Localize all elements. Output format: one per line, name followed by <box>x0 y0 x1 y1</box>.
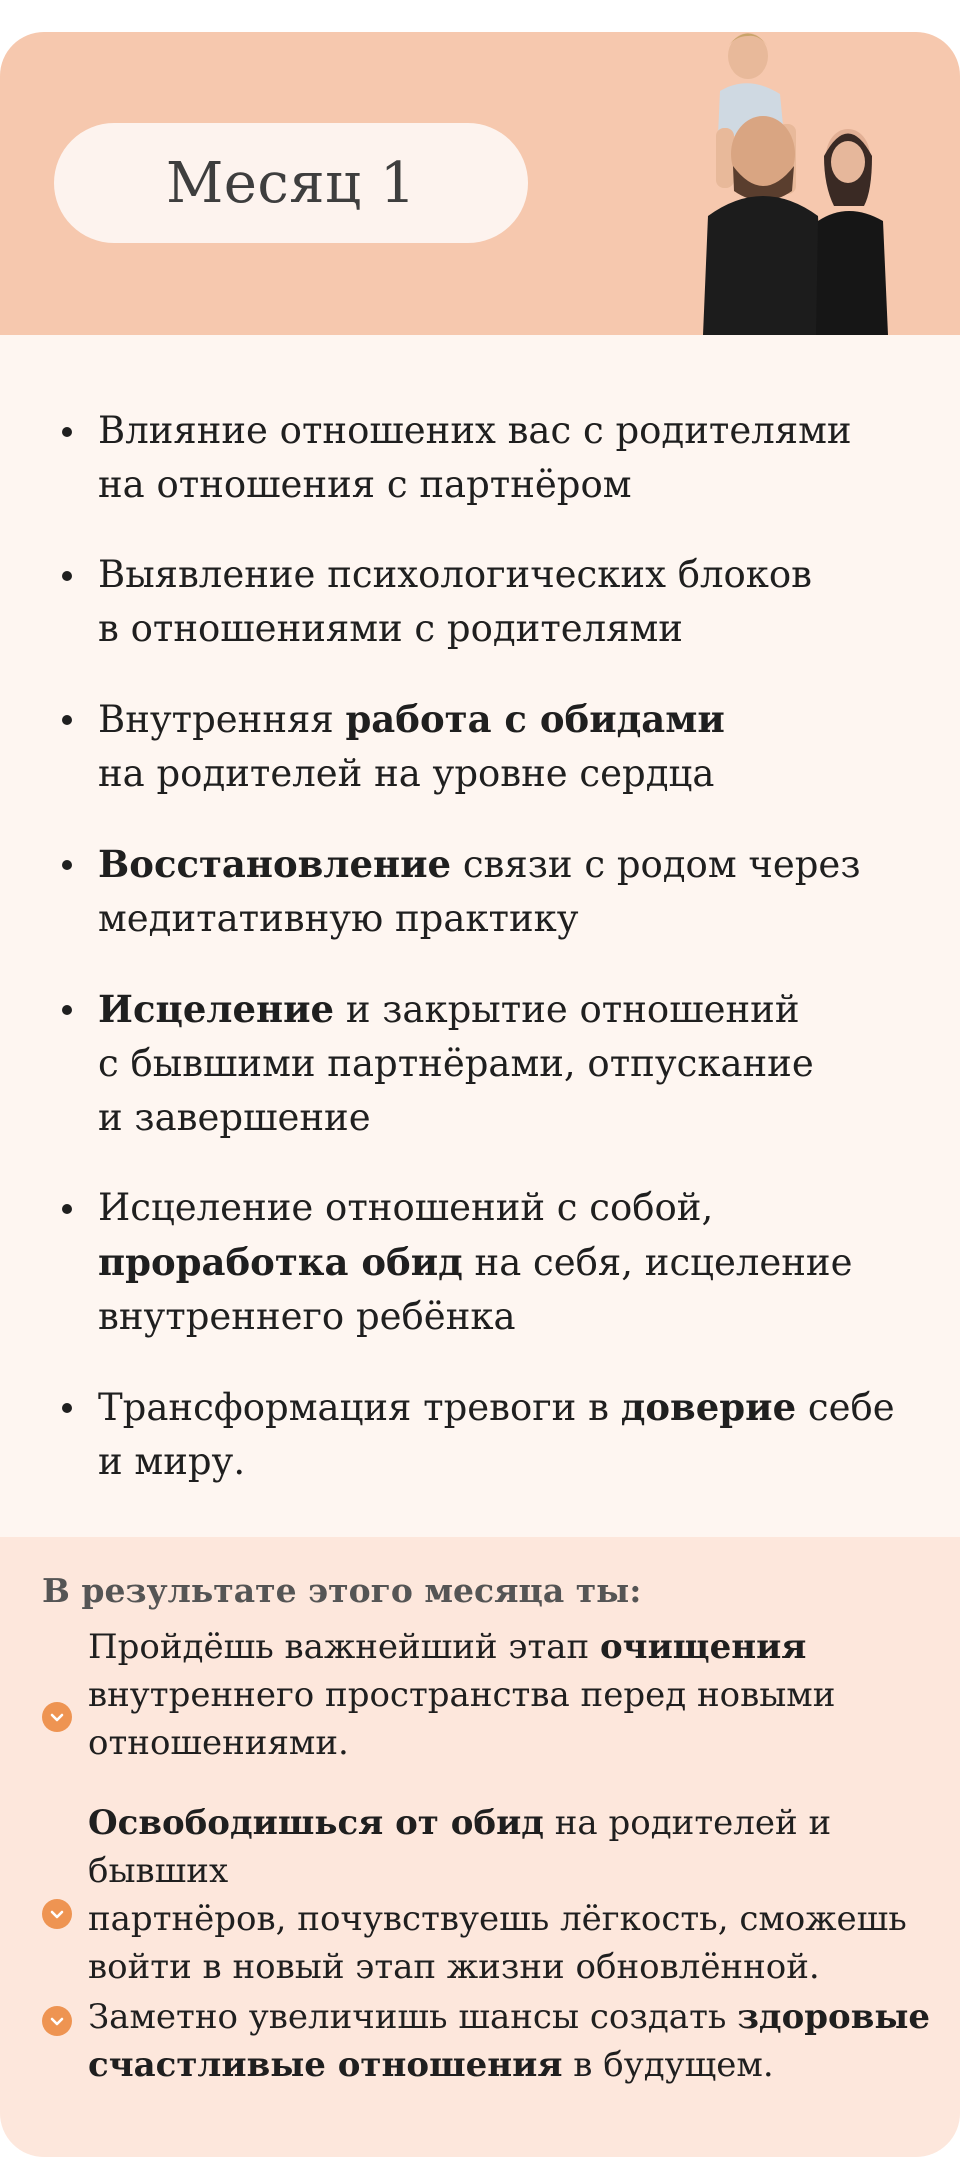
topic-item <box>58 1380 918 1489</box>
emphasis-text: счастливые отношения <box>88 2045 563 2085</box>
topic-item <box>58 982 918 1145</box>
text-segment: на себя, исцеление <box>462 1241 853 1284</box>
chevron-down-circle-icon <box>42 1899 72 1929</box>
result-item <box>42 1799 942 1991</box>
result-section <box>0 1537 960 2157</box>
text-segment: внутреннего ребёнка <box>98 1295 516 1338</box>
text-segment: Внутренняя <box>98 698 346 741</box>
text-segment: отношениями. <box>88 1723 349 1763</box>
text-segment: Выявление психологических блоков <box>98 553 812 596</box>
text-segment: Трансформация тревоги в <box>98 1386 621 1429</box>
text-segment: и завершение <box>98 1096 371 1139</box>
text-segment: медитативную практику <box>98 897 579 940</box>
month-title: Месяц 1 <box>165 150 417 216</box>
topic-item <box>58 548 918 656</box>
text-segment: связи с родом через <box>451 843 861 886</box>
topics-list <box>58 404 918 1525</box>
emphasis-text: очищения <box>600 1627 807 1667</box>
month-header <box>0 32 960 335</box>
topic-item <box>58 1181 918 1344</box>
text-segment: себе <box>796 1386 895 1429</box>
emphasis-text: Восстановление <box>98 842 452 886</box>
text-segment: партнёров, почувствуешь лёгкость, сможешь <box>88 1899 907 1939</box>
text-segment: Исцеление отношений с собой, <box>98 1186 714 1229</box>
text-segment: войти в новый этап жизни обновлённой. <box>88 1947 820 1987</box>
emphasis-text: проработка обид <box>98 1240 463 1284</box>
chevron-down-circle-icon <box>42 2006 72 2036</box>
text-segment: и миру. <box>98 1440 246 1483</box>
text-segment: с бывшими партнёрами, отпускание <box>98 1042 814 1085</box>
result-item <box>42 1993 942 2089</box>
topic-item <box>58 404 918 512</box>
emphasis-text: доверие <box>620 1385 797 1429</box>
text-segment: и закрытие отношений <box>334 988 800 1031</box>
chevron-down-circle-icon <box>42 1702 72 1732</box>
text-segment: в отношениями с родителями <box>98 607 683 650</box>
result-title: В результате этого месяца ты: <box>42 1571 642 1610</box>
text-segment: Заметно увеличишь шансы создать <box>88 1997 738 2037</box>
text-segment: Влияние отношених вас с родителями <box>98 409 852 452</box>
text-segment: на родителей и бывших <box>88 1803 832 1891</box>
emphasis-text: здоровые <box>737 1997 931 2037</box>
emphasis-text: Исцеление <box>98 987 335 1031</box>
text-segment: на отношения с партнёром <box>98 463 632 506</box>
text-segment: внутреннего пространства перед новыми <box>88 1675 836 1715</box>
month-card <box>0 32 960 2157</box>
topic-item <box>58 837 918 946</box>
emphasis-text: Освободишься от обид <box>88 1803 544 1843</box>
family-photo <box>688 32 898 335</box>
topic-item <box>58 692 918 801</box>
topics-section <box>0 364 960 1536</box>
emphasis-text: работа с обидами <box>345 697 725 741</box>
text-segment: Пройдёшь важнейший этап <box>88 1627 600 1667</box>
result-item <box>42 1623 942 1767</box>
month-badge <box>54 123 528 243</box>
text-segment: в будущем. <box>562 2045 774 2085</box>
text-segment: на родителей на уровне сердца <box>98 752 715 795</box>
